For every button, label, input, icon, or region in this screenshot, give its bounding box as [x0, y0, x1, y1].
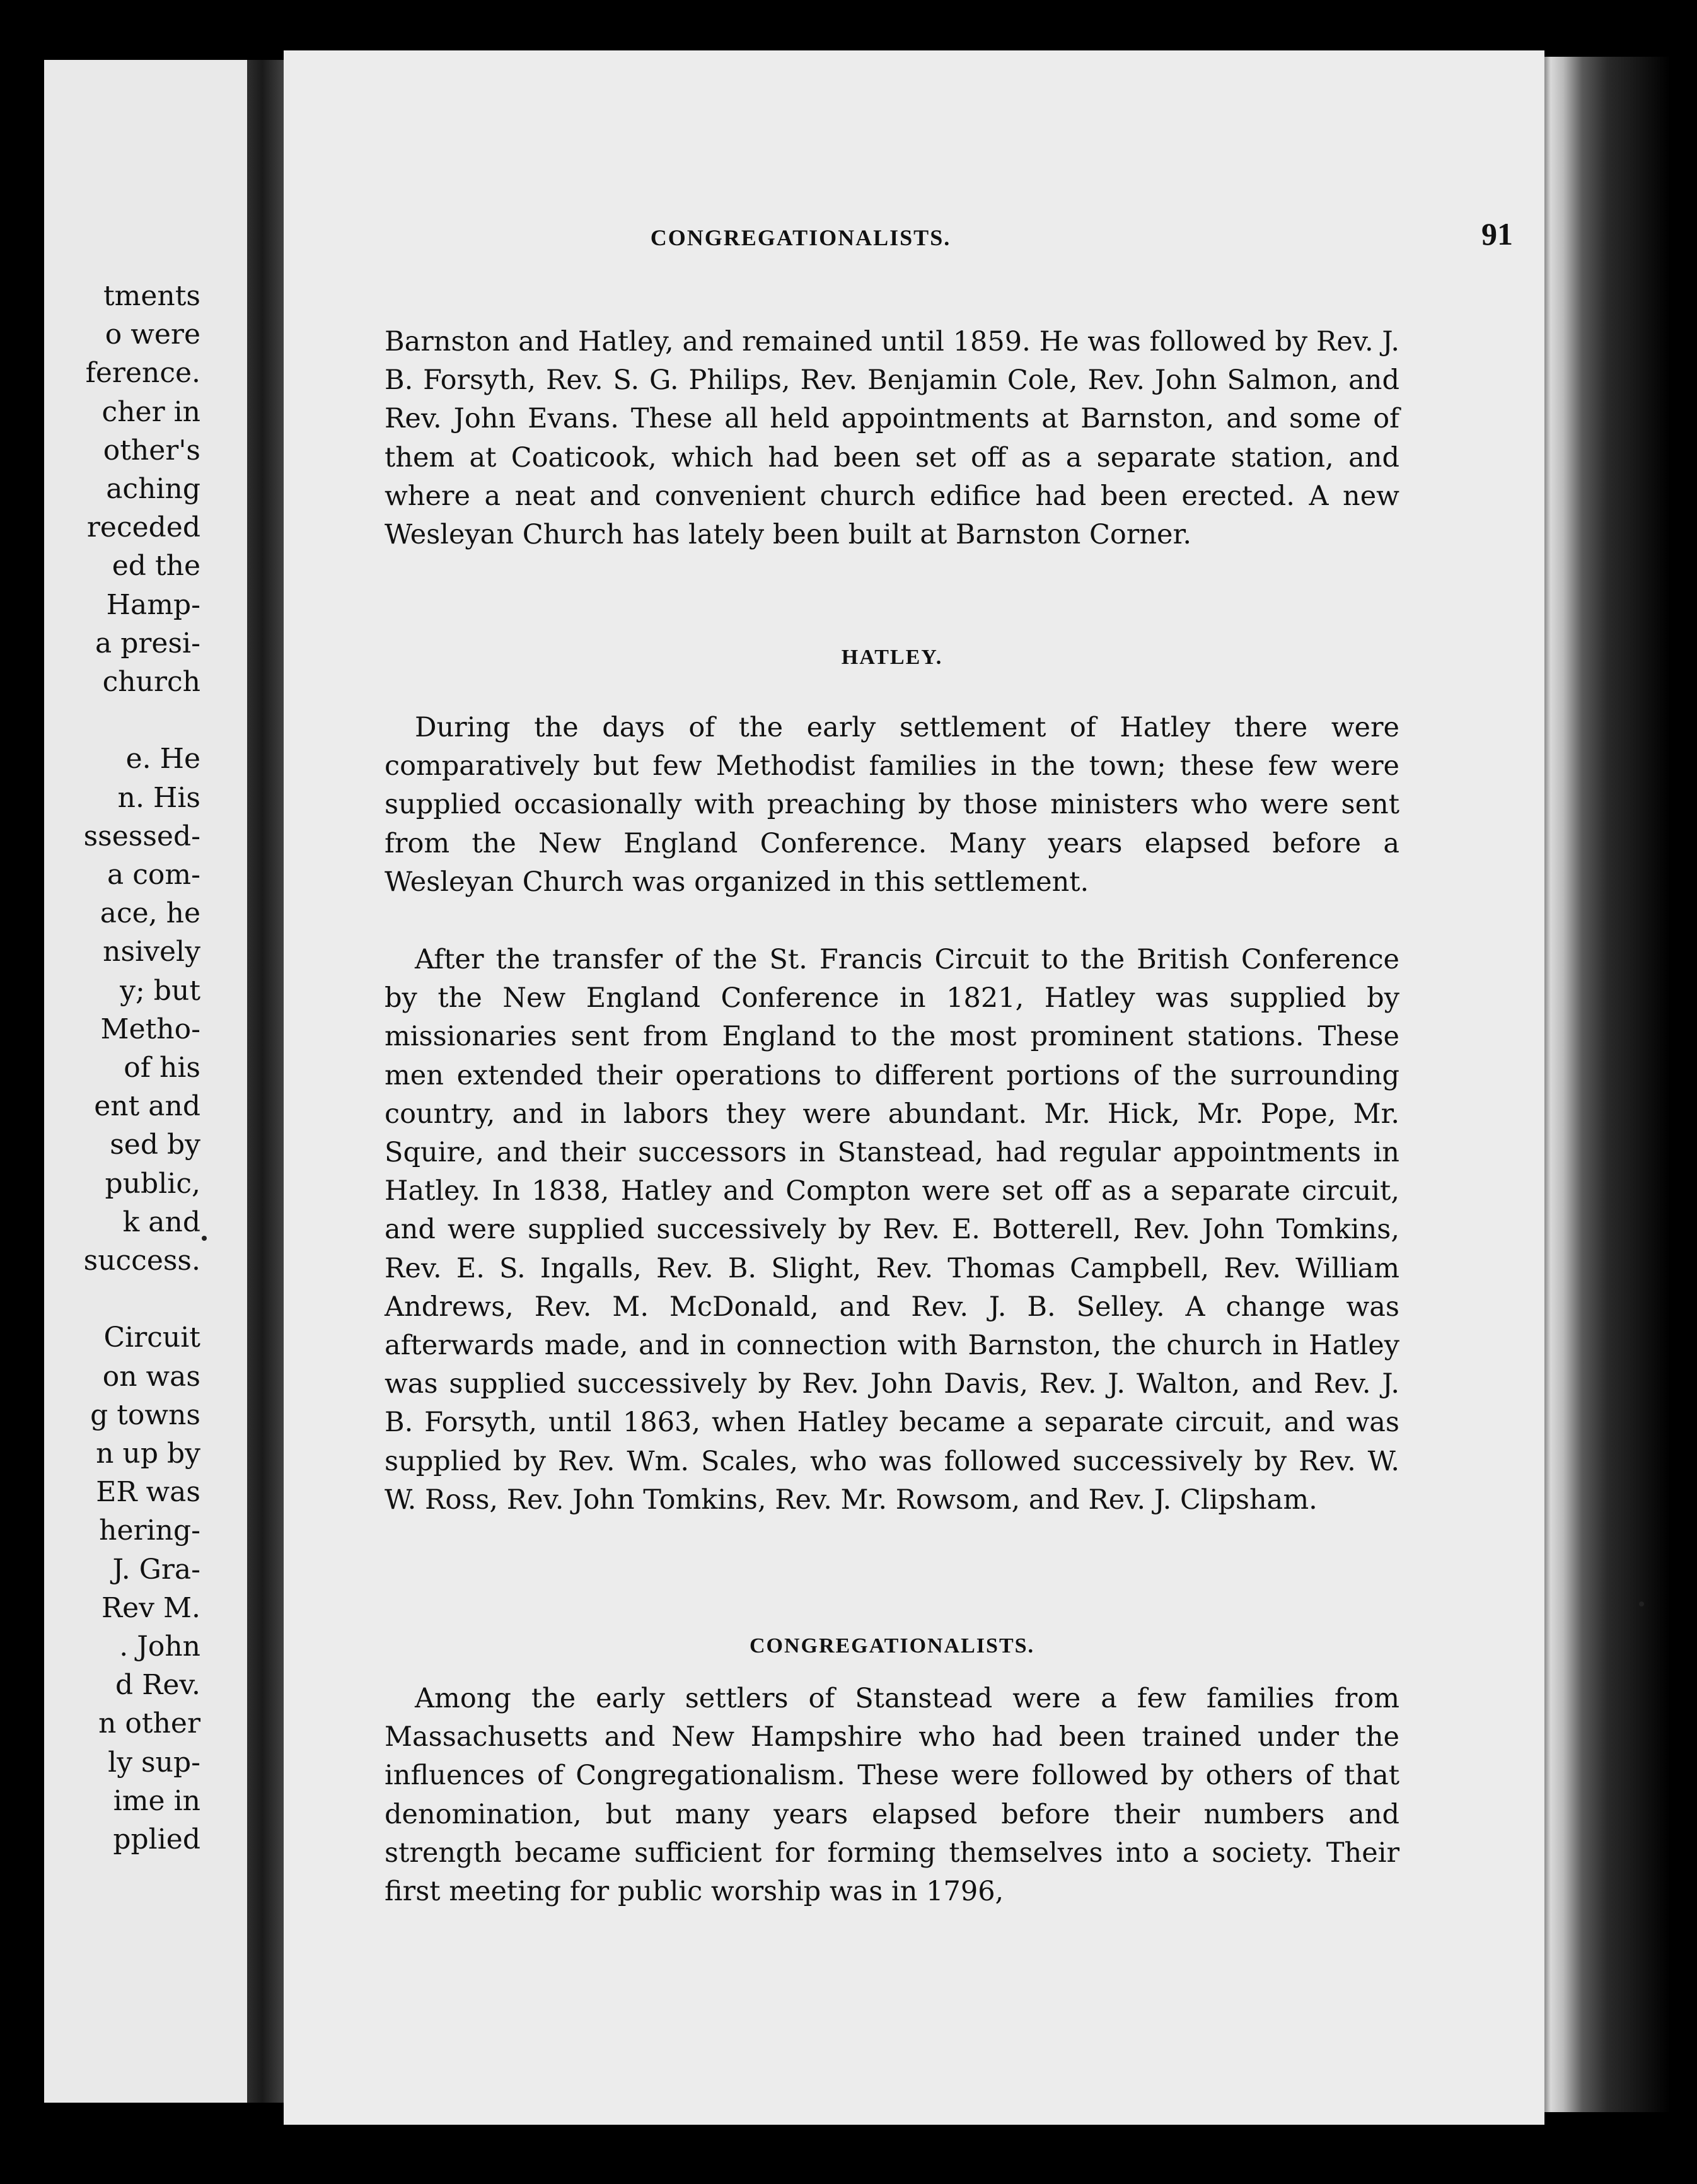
left-page-line: cher in [101, 395, 200, 428]
scan-speck [202, 1236, 207, 1241]
previous-page-fragment [44, 60, 258, 2103]
left-page-line: d Rev. [115, 1669, 200, 1702]
left-page-line: pplied [113, 1823, 200, 1856]
left-page-line: Rev M. [101, 1591, 200, 1624]
page-number: 91 [1481, 216, 1513, 252]
book-gutter [247, 60, 285, 2103]
left-page-line: . John [119, 1630, 200, 1663]
running-head [284, 216, 1544, 260]
left-page-line: nsively [103, 936, 200, 968]
left-page-line: Circuit [103, 1321, 200, 1354]
paragraph-congregationalists: Among the early settlers of Stanstead were a few families from Massachusetts and New Hampshire who had been trained under the influences of Congregationalism. These were followed by others of that denomination, but many years elapsed before their numbers and strength became sufficient for forming themselves into a society. Their first meeting for public worship was in 1796, [385, 1683, 1399, 1908]
left-page-line: J. Gra- [112, 1553, 200, 1586]
left-page-line: ace, he [100, 897, 200, 930]
left-page-line: ime in [113, 1784, 200, 1817]
paragraph-hatley-early: During the days of the early settlement of Hatley there were comparatively but few Methodist families in the town; these few were supplied occasionally with preaching by those ministers who were sent from the New England Conference. Many years elapsed before a Wesleyan Church was organized in this settlement. [385, 712, 1399, 898]
page-stack-edge [1544, 57, 1671, 2112]
paragraph-barnston: Barnston and Hatley, and remained until 1859. He was followed by Rev. J. B. Forsyth, Rev. S. G. Philips, Rev. Benjamin Cole, Rev. John Salmon, and Rev. John Evans. These all held appointments at Barnston, and some of them at Coaticook, which had been set off as a separate station, and where a neat and convenient church edifice had been erected. A new Wesleyan Church has lately been built at Barnston Corner. [385, 326, 1399, 551]
left-page-line: a com- [107, 859, 200, 891]
left-page-line: church [102, 666, 200, 698]
running-title: CONGREGATIONALISTS. [650, 225, 951, 250]
left-page-line: public, [105, 1167, 200, 1200]
left-page-line: o were [105, 318, 200, 351]
left-page-line: of his [124, 1052, 200, 1084]
left-page-line: n up by [96, 1438, 200, 1470]
section-heading-hatley: HATLEY. [841, 646, 943, 669]
left-page-line: k and [122, 1205, 200, 1238]
left-page-line: sed by [110, 1129, 200, 1161]
left-page-line: success. [83, 1245, 200, 1277]
left-page-line: aching [106, 473, 200, 505]
book-page [284, 50, 1544, 2125]
left-page-line: ly sup- [108, 1746, 200, 1779]
left-page-line: g towns [90, 1398, 200, 1431]
left-page-line: Hamp- [106, 588, 200, 621]
left-page-line: hering- [99, 1514, 200, 1547]
left-page-line: n other [98, 1707, 200, 1740]
left-page-line: Metho- [100, 1013, 200, 1045]
left-page-line: n. His [117, 781, 200, 814]
left-page-line: ssessed- [83, 820, 200, 852]
section-heading-congregationalists: CONGREGATIONALISTS. [749, 1634, 1035, 1658]
scan-speck [1639, 1601, 1644, 1606]
left-page-line: e. He [125, 743, 200, 775]
left-page-line: ed the [112, 550, 200, 583]
left-page-line: y; but [120, 974, 200, 1007]
left-page-line: receded [86, 511, 200, 544]
paragraph-hatley-circuit: After the transfer of the St. Francis Circuit to the British Conference by the New England Conference in 1821, Hatley was supplied by missionaries sent from England to the most prominent stations. These men extended their operations to different portions of the surrounding country, and in labors they were abundant. Mr. Hick, Mr. Pope, Mr. Squire, and their successors in Stanstead, had regular appointments in Hatley. In 1838, Hatley and Compton were set off as a separate circuit, and were supplied successively by Rev. E. Botterell, Rev. John Tomkins, Rev. E. S. Ingalls, Rev. B. Slight, Rev. Thomas Campbell, Rev. William Andrews, Rev. M. McDonald, and Rev. J. B. Selley. A change was afterwards made, and in connection with Barnston, the church in Hatley was supplied successively by Rev. John Davis, Rev. J. Walton, and Rev. J. B. Forsyth, until 1863, when Hatley became a separate circuit, and was supplied by Rev. Wm. Scales, who was followed successively by Rev. W. W. Ross, Rev. John Tomkins, Rev. Mr. Rowsom, and Rev. J. Clipsham. [385, 944, 1399, 1516]
left-page-line: ference. [85, 357, 200, 390]
left-page-line: other's [103, 434, 200, 467]
left-page-line: a presi- [95, 627, 200, 659]
left-page-line: ER was [96, 1476, 200, 1509]
left-page-line: tments [103, 280, 200, 312]
left-page-line: on was [102, 1360, 200, 1393]
left-page-line: ent and [94, 1090, 200, 1123]
